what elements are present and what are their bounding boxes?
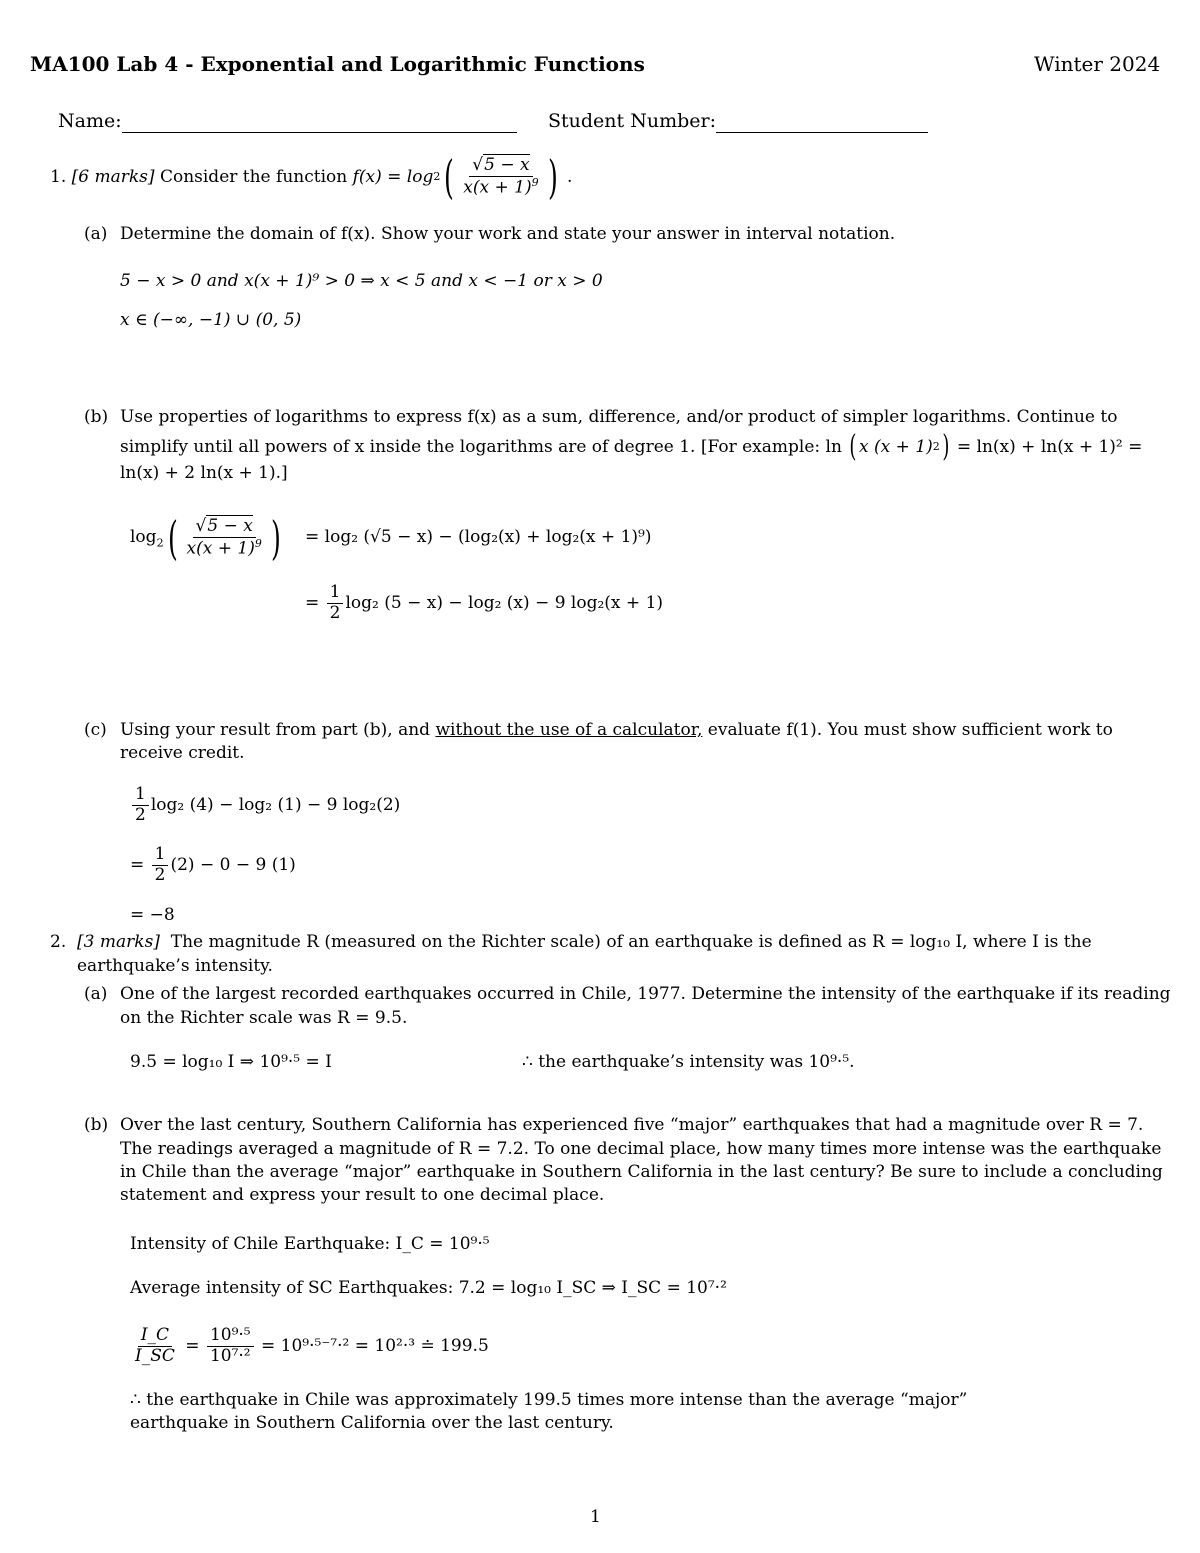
q1-den-exp: 9: [531, 175, 539, 189]
name-row: [58, 110, 517, 133]
q2b-text-line3: in Chile than the average “major” earthquake in Southern California in the last century? Be sure to include a concluding: [120, 1162, 1163, 1182]
q1b-text-line2a: simplify until all powers of x inside the logarithms are of degree 1. [For example: ln: [120, 436, 842, 457]
q1b-text-line2b: = ln(x) + ln(x + 1)² =: [956, 436, 1143, 457]
q1b-step2-row: = $\frac{1}{2}$ log₂ (5 − x) − log₂ (x) − 9 log₂(x + 1): [305, 581, 664, 623]
name-label: Name:: [58, 110, 122, 132]
q2a-conclusion: ∴ the earthquake’s intensity was 10⁹·⁵.: [522, 1052, 855, 1072]
q1c-text-line1: Using your result from part (b), and without the use of a calculator, evaluate f(1). You must show sufficient work to: [120, 720, 1113, 740]
q2b-text-line4: statement and express your result to one decimal place.: [120, 1185, 605, 1205]
q2b-line1: Intensity of Chile Earthquake: I_C = 10⁹·⁵: [130, 1234, 490, 1254]
q2b-conclusion-line1: ∴ the earthquake in Chile was approximately 199.5 times more intense than the average “major”: [130, 1390, 968, 1410]
q1-function: f(x) = log: [352, 166, 434, 187]
q1c-line1: log₂ (4) − log₂ (1) − 9 log₂(2): [150, 794, 401, 815]
q2b-ratio-fraction: $\frac{I\_C}{I\_SC}$: [135, 1324, 175, 1366]
q2b-power-fraction: $\frac{\text{10⁹·⁵}}{\text{10⁷·²}}$: [207, 1326, 254, 1366]
q2a-label: (a): [84, 984, 108, 1004]
q1b-label: (b): [84, 407, 109, 427]
q1c-line2-row: = $\frac{1}{2}$ (2) − 0 − 9 (1): [130, 843, 296, 885]
q1-intro: Consider the function: [159, 166, 348, 187]
student-number-label: Student Number:: [548, 110, 716, 132]
term-label: Winter 2024: [1034, 52, 1161, 76]
q1c-line3: = −8: [130, 905, 175, 925]
q1b-text-line3: ln(x) + 2 ln(x + 1).]: [120, 463, 288, 483]
student-number-row: [548, 110, 928, 133]
q1-sqrt-arg: 5 − x: [484, 155, 530, 176]
name-field[interactable]: [122, 112, 517, 133]
q1a-work-line1: 5 − x > 0 and x(x + 1)⁹ > 0 ⇒ x < 5 and x < −1 or x > 0: [120, 271, 603, 291]
q2-statement-line1: 2. [3 marks] The magnitude R (measured on the Richter scale) of an earthquake is defined as R = log₁₀ I, where I is the: [50, 932, 1092, 952]
q1-left-paren: (: [444, 150, 455, 204]
q1-statement: 1. [6 marks] Consider the function f(x) = log 2 ( $\frac{√5 - x}{x(x + 1)^9}$ ) .: [50, 150, 573, 204]
q1b-text-line2: simplify until all powers of x inside the logarithms are of degree 1. [For example: ln ( x (x + 1) 2 ) = ln(x) + ln(x + 1)² =: [120, 429, 1143, 464]
q1a-work-line2: x ∈ (−∞, −1) ∪ (0, 5): [120, 310, 302, 330]
q2b-text-line2: The readings averaged a magnitude of R = 7.2. To one decimal place, how many times more intense was the earthquake: [120, 1139, 1162, 1159]
q1c-text-line2: receive credit.: [120, 743, 245, 763]
q1-number: 1.: [50, 166, 67, 187]
q1c-underlined: without the use of a calculator,: [435, 720, 703, 740]
q1-marks: [6 marks]: [71, 166, 155, 187]
q2b-text-line1: Over the last century, Southern California has experienced five “major” earthquakes that had a magnitude over R = 7.: [120, 1115, 1144, 1135]
page-number: 1: [590, 1507, 601, 1527]
q1a-text: Determine the domain of f(x). Show your work and state your answer in interval notation.: [120, 224, 896, 244]
q1a-label: (a): [84, 224, 108, 244]
q1b-lhs-fraction: $\frac{√5 - x}{x(x + 1)^9}$: [186, 516, 262, 559]
q1c-line1-row: $\frac{1}{2}$ log₂ (4) − log₂ (1) − 9 log₂(2): [130, 780, 400, 830]
q1c-line2: (2) − 0 − 9 (1): [170, 854, 296, 875]
q2b-ratio-row: $\frac{I\_C}{I\_SC}$ = $\frac{\text{10⁹·⁵}}{\text{10⁷·²}}$ = 10⁹·⁵⁻⁷·² = 10²·³ ≐ 199.5: [130, 1318, 489, 1374]
q2b-conclusion-line2: earthquake in Southern California over the last century.: [130, 1413, 614, 1433]
q2-marks: [3 marks]: [77, 932, 160, 952]
q2b-line2: Average intensity of SC Earthquakes: 7.2 = log₁₀ I_SC ⇒ I_SC = 10⁷·²: [130, 1278, 727, 1298]
q1b-step1: = log₂ (√5 − x) − (log₂(x) + log₂(x + 1)⁹): [305, 527, 652, 547]
student-number-field[interactable]: [716, 112, 928, 133]
q2-statement-line2: earthquake’s intensity.: [77, 956, 273, 976]
q2a-text-line2: on the Richter scale was R = 9.5.: [120, 1008, 408, 1028]
q1b-lhs: $\log_2$ ( $\frac{√5 - x}{x(x + 1)^9}$ ): [130, 511, 281, 565]
q1-denominator: x(x + 1): [463, 177, 532, 198]
q1-fraction: $\frac{√5 - x}{x(x + 1)^9}$: [463, 155, 539, 198]
q2b-result: = 10⁹·⁵⁻⁷·² = 10²·³ ≐ 199.5: [261, 1335, 489, 1356]
doc-title: MA100 Lab 4 - Exponential and Logarithmic Functions: [30, 52, 645, 76]
q2b-label: (b): [84, 1115, 109, 1135]
q2a-text-line1: One of the largest recorded earthquakes occurred in Chile, 1977. Determine the intensity of the earthquake if its reading: [120, 984, 1171, 1004]
q1-log-base: 2: [433, 170, 441, 184]
q1b-step2: log₂ (5 − x) − log₂ (x) − 9 log₂(x + 1): [345, 592, 664, 613]
q1b-text-line1: Use properties of logarithms to express f(x) as a sum, difference, and/or product of simpler logarithms. Continue to: [120, 407, 1118, 427]
q1c-label: (c): [84, 720, 107, 740]
q2a-work: 9.5 = log₁₀ I ⇒ 10⁹·⁵ = I: [130, 1052, 332, 1072]
q1b-half: $\frac{1}{2}$: [327, 583, 344, 623]
q1b-example-inner: x (x + 1): [859, 436, 933, 457]
q1-right-paren: ): [547, 150, 558, 204]
q1b-example-exp: 2: [932, 440, 940, 454]
